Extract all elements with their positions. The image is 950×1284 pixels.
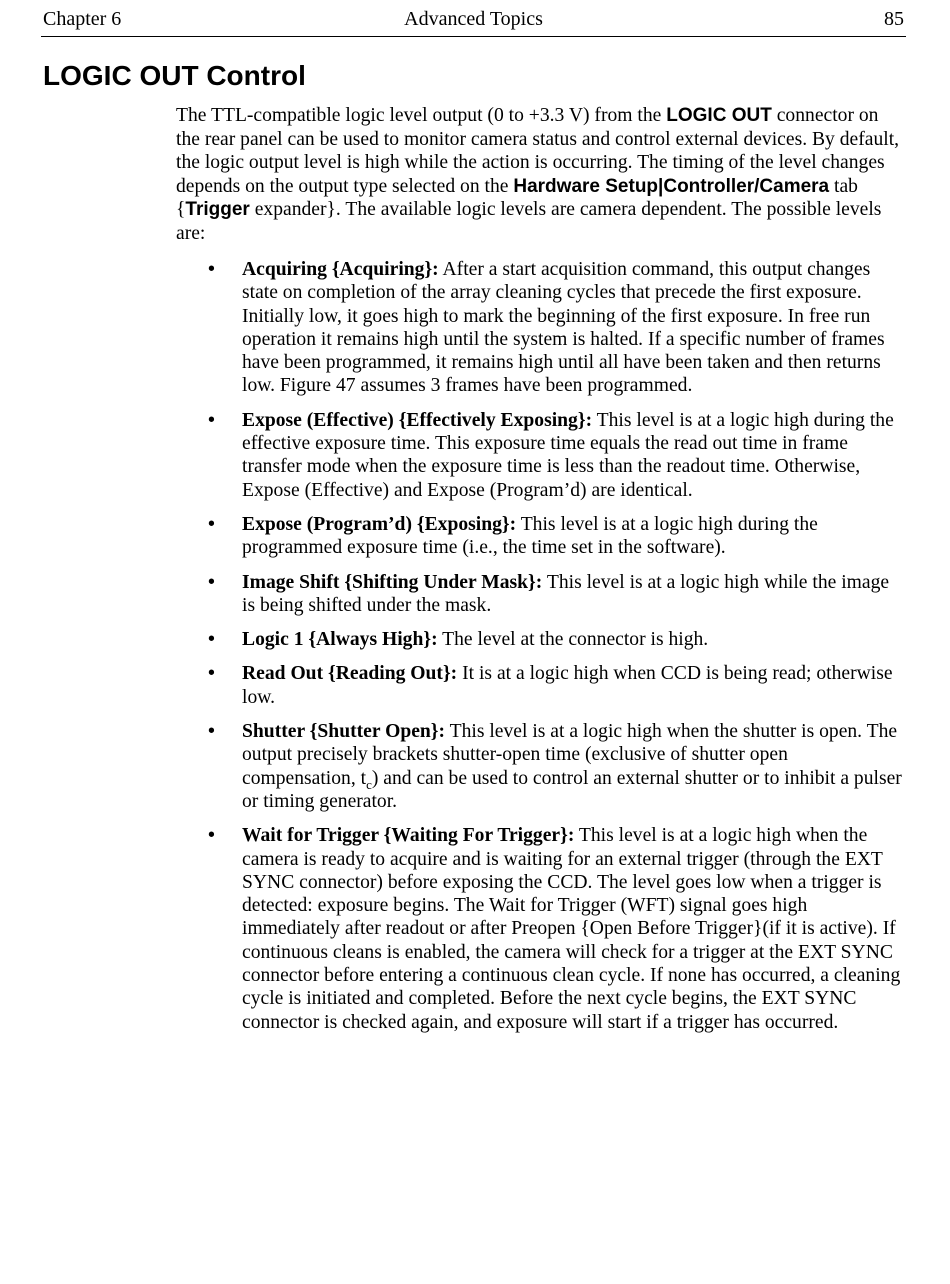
page-number: 85 (884, 8, 904, 30)
section-title: LOGIC OUT Control (43, 60, 306, 91)
item-text: The level at the connector is high. (437, 629, 709, 651)
bullet-icon: • (208, 825, 215, 847)
logic-levels-list (176, 258, 906, 1045)
list-item-logic-1 (176, 628, 906, 651)
trigger-term: Trigger (185, 199, 250, 221)
item-term: Acquiring {Acquiring}: (242, 259, 439, 280)
item-text: This level is at a logic high when the camera is ready to acquire and is waiting for an external trigger (through the EXT SYNC connector) before exposing the CCD. The level goes low when a trigger is detected: exposure begins. The Wait for Trigger (WFT) signal goes high immediately after readout or after Preopen {Open Before Trigger}(if it is active). If continuous cleans is enabled, the camera will check for a trigger at the EXT SYNC connector before entering a continuous clean cycle. If none has occurred, a cleaning cycle is initiated and completed. Before the next cycle begins, the EXT SYNC connector is checked again, and exposure will start if a trigger has occurred. (242, 825, 901, 1033)
bullet-icon: • (208, 259, 215, 280)
item-term: Logic 1 {Always High}: (242, 629, 438, 651)
logic-out-term: LOGIC OUT (666, 105, 772, 126)
intro-text-2: connector on the rear panel can be used to monitor camera status and control external devices. By default, the logic output level is high while the action is occurring. The timing of the level changes depends on the output type selected on the (176, 105, 900, 197)
item-text: This level is at a logic high while the image is being shifted under the mask. (242, 571, 890, 616)
item-text: It is at a logic high when CCD is being read; otherwise low. (242, 663, 893, 708)
chapter-label: Chapter 6 (43, 8, 122, 30)
item-term: Shutter {Shutter Open}: (242, 721, 446, 743)
bullet-icon: • (208, 513, 215, 535)
chapter-title: Advanced Topics (404, 8, 543, 30)
list-item-expose-programmed (176, 513, 906, 560)
bullet-icon: • (208, 663, 215, 685)
intro-text-3: tab { (176, 175, 858, 221)
intro-text-1: The TTL-compatible logic level output (0 to +3.3 V) from the (176, 105, 667, 126)
list-item-expose-effective (176, 409, 906, 502)
intro-text-4: expander}. The available logic levels are camera dependent. The possible levels are: (176, 199, 882, 244)
item-text: After a start acquisition command, this output changes state on completion of the array cleaning cycles that precede the first exposure. Initially low, it goes high to mark the beginning of the first exposure. In free run operation it remains high until the system is halted. If a specific number of frames have been programmed, it remains high until all have been taken and then returns low. Figure 47 assumes 3 frames have been programmed. (242, 259, 885, 397)
item-text-continued: ) and can be used to control an external shutter or to inhibit a pulser or timing generator. (242, 767, 902, 812)
item-term: Expose (Effective) {Effectively Exposing}: (242, 409, 593, 431)
list-item-image-shift (176, 571, 906, 618)
bullet-icon: • (208, 571, 215, 593)
item-term: Read Out {Reading Out}: (242, 663, 458, 685)
list-item-read-out (176, 662, 906, 709)
subscript-c: c (366, 776, 372, 792)
running-header (41, 8, 906, 37)
list-item-acquiring (176, 258, 906, 398)
item-term: Image Shift {Shifting Under Mask}: (242, 571, 543, 593)
intro-paragraph (176, 104, 906, 246)
list-item-wait-for-trigger (176, 824, 906, 1034)
list-item-shutter (176, 720, 906, 813)
item-term: Expose (Program’d) {Exposing}: (242, 513, 517, 535)
bullet-icon: • (208, 409, 215, 431)
item-term: Wait for Trigger {Waiting For Trigger}: (242, 825, 575, 847)
item-text: This level is at a logic high when the shutter is open. The output precisely brackets shutter-open time (exclusive of shutter open compensation, t (242, 721, 898, 789)
bullet-icon: • (208, 721, 215, 743)
item-text: This level is at a logic high during the effective exposure time. This exposure time equals the read out time in frame transfer mode when the exposure time is less than the readout time. Otherwise, Expose (Effective) and Expose (Program’d) are identical. (242, 409, 894, 501)
bullet-icon: • (208, 629, 215, 651)
item-text: This level is at a logic high during the programmed exposure time (i.e., the time set in the software). (242, 513, 818, 559)
hardware-setup-term: Hardware Setup|Controller/Camera (513, 175, 830, 197)
